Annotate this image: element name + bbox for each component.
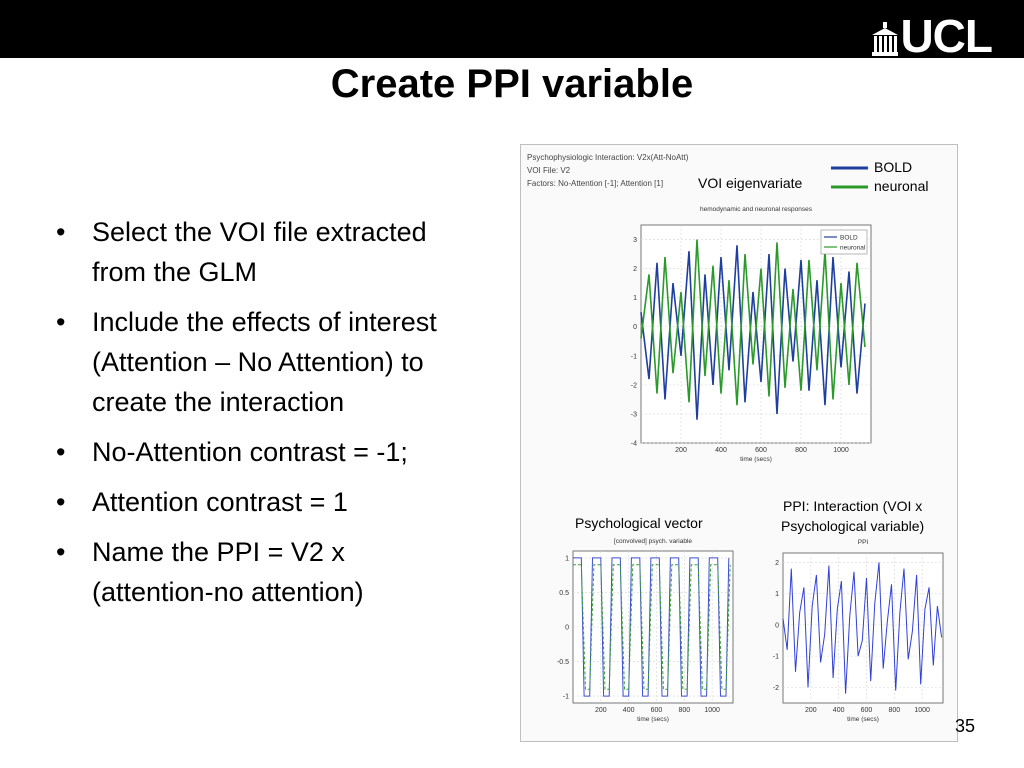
ucl-logo — [870, 10, 992, 62]
x-tick-label: 800 — [678, 707, 691, 714]
x-tick-label: 1000 — [704, 707, 720, 714]
figure-header-line: Psychophysiologic Interaction: V2x(Att-NoAtt) — [527, 153, 689, 162]
x-tick-label: 200 — [675, 447, 687, 454]
x-tick-label: 200 — [804, 707, 817, 714]
y-tick-label: 1 — [775, 591, 779, 599]
y-tick-label: 1 — [633, 295, 637, 303]
psychological-vector-plot — [557, 538, 733, 723]
voi-callout: VOI eigenvariate — [698, 175, 803, 191]
y-tick-label: -0.5 — [556, 659, 569, 667]
chart-title: [convolved] psych. variable — [613, 538, 693, 545]
bullet-text: Include the effects of interest (Attention – No Attention) to create the interaction — [92, 307, 437, 417]
ppi-callout-line2: Psychological variable) — [781, 518, 925, 534]
header-bar — [0, 0, 1024, 62]
x-tick-label: 1000 — [914, 707, 930, 714]
ppi-callout-line1: PPI: Interaction (VOI x — [783, 498, 923, 514]
x-tick-label: 400 — [622, 707, 635, 714]
y-tick-label: -2 — [772, 684, 779, 692]
x-tick-label: 1000 — [833, 447, 849, 454]
bullet-text: No-Attention contrast = -1; — [92, 437, 408, 467]
x-tick-label: 600 — [860, 707, 873, 714]
x-tick-label: 400 — [832, 707, 845, 714]
slide-title: Create PPI variable — [330, 62, 694, 106]
figure-header-line: Factors: No-Attention [-1]; Attention [1] — [527, 179, 664, 188]
x-tick-label: 200 — [594, 707, 607, 714]
bullet-item: • Select the VOI file extracted from the GLM — [56, 217, 427, 287]
bullet-text: Select the VOI file extracted from the GLM — [92, 217, 427, 287]
bullet-text: Attention contrast = 1 — [92, 487, 348, 517]
y-tick-label: -2 — [630, 382, 637, 390]
logo-text: UCL — [900, 10, 992, 62]
bullet-item: • Include the effects of interest (Attention – No Attention) to create the interaction — [56, 307, 437, 417]
chart-title: hemodynamic and neuronal responses — [699, 206, 813, 213]
voi-eigenvariate-plot — [631, 206, 871, 463]
ppi-figure-panel — [520, 144, 958, 742]
y-tick-label: -3 — [630, 411, 637, 419]
x-tick-label: 800 — [888, 707, 901, 714]
y-tick-label: 0 — [565, 624, 569, 632]
ppi-figure — [521, 145, 957, 741]
y-tick-label: -1 — [562, 693, 569, 701]
portico-icon — [870, 22, 900, 58]
x-axis-label: time (secs) — [740, 456, 772, 463]
y-tick-label: -1 — [772, 653, 779, 661]
y-tick-label: 0.5 — [559, 589, 569, 597]
x-tick-label: 600 — [650, 707, 663, 714]
y-tick-label: -1 — [630, 353, 637, 361]
x-axis-label: time (secs) — [637, 716, 669, 723]
y-tick-label: 3 — [633, 237, 637, 245]
bullet-list — [52, 212, 472, 622]
x-tick-label: 800 — [795, 447, 807, 454]
bullet-text: Name the PPI = V2 x (attention-no attention) — [92, 537, 364, 607]
x-axis-label: time (secs) — [847, 716, 879, 723]
x-tick-label: 400 — [715, 447, 727, 454]
figure-header-line: VOI File: V2 — [527, 166, 571, 175]
bullet-item: • Name the PPI = V2 x (attention-no attention) — [56, 537, 364, 607]
page-number: 35 — [955, 716, 976, 736]
bullet-item: • No-Attention contrast = -1; — [56, 437, 408, 467]
legend-label-neuronal: neuronal — [874, 178, 929, 194]
x-tick-label: 600 — [755, 447, 767, 454]
y-tick-label: 2 — [633, 266, 637, 274]
psych-callout: Psychological vector — [575, 515, 703, 531]
y-tick-label: 1 — [565, 555, 569, 563]
bullet-item: • Attention contrast = 1 — [56, 487, 348, 517]
y-tick-label: 0 — [775, 622, 779, 630]
inner-legend-label: BOLD — [840, 234, 858, 242]
legend-label-bold: BOLD — [874, 159, 913, 175]
ppi-interaction-plot — [773, 539, 943, 723]
y-tick-label: 2 — [775, 559, 779, 567]
y-tick-label: -4 — [630, 440, 637, 448]
y-tick-label: 0 — [633, 324, 637, 332]
inner-legend-label: neuronal — [840, 244, 866, 252]
chart-title: PPI — [857, 539, 869, 546]
